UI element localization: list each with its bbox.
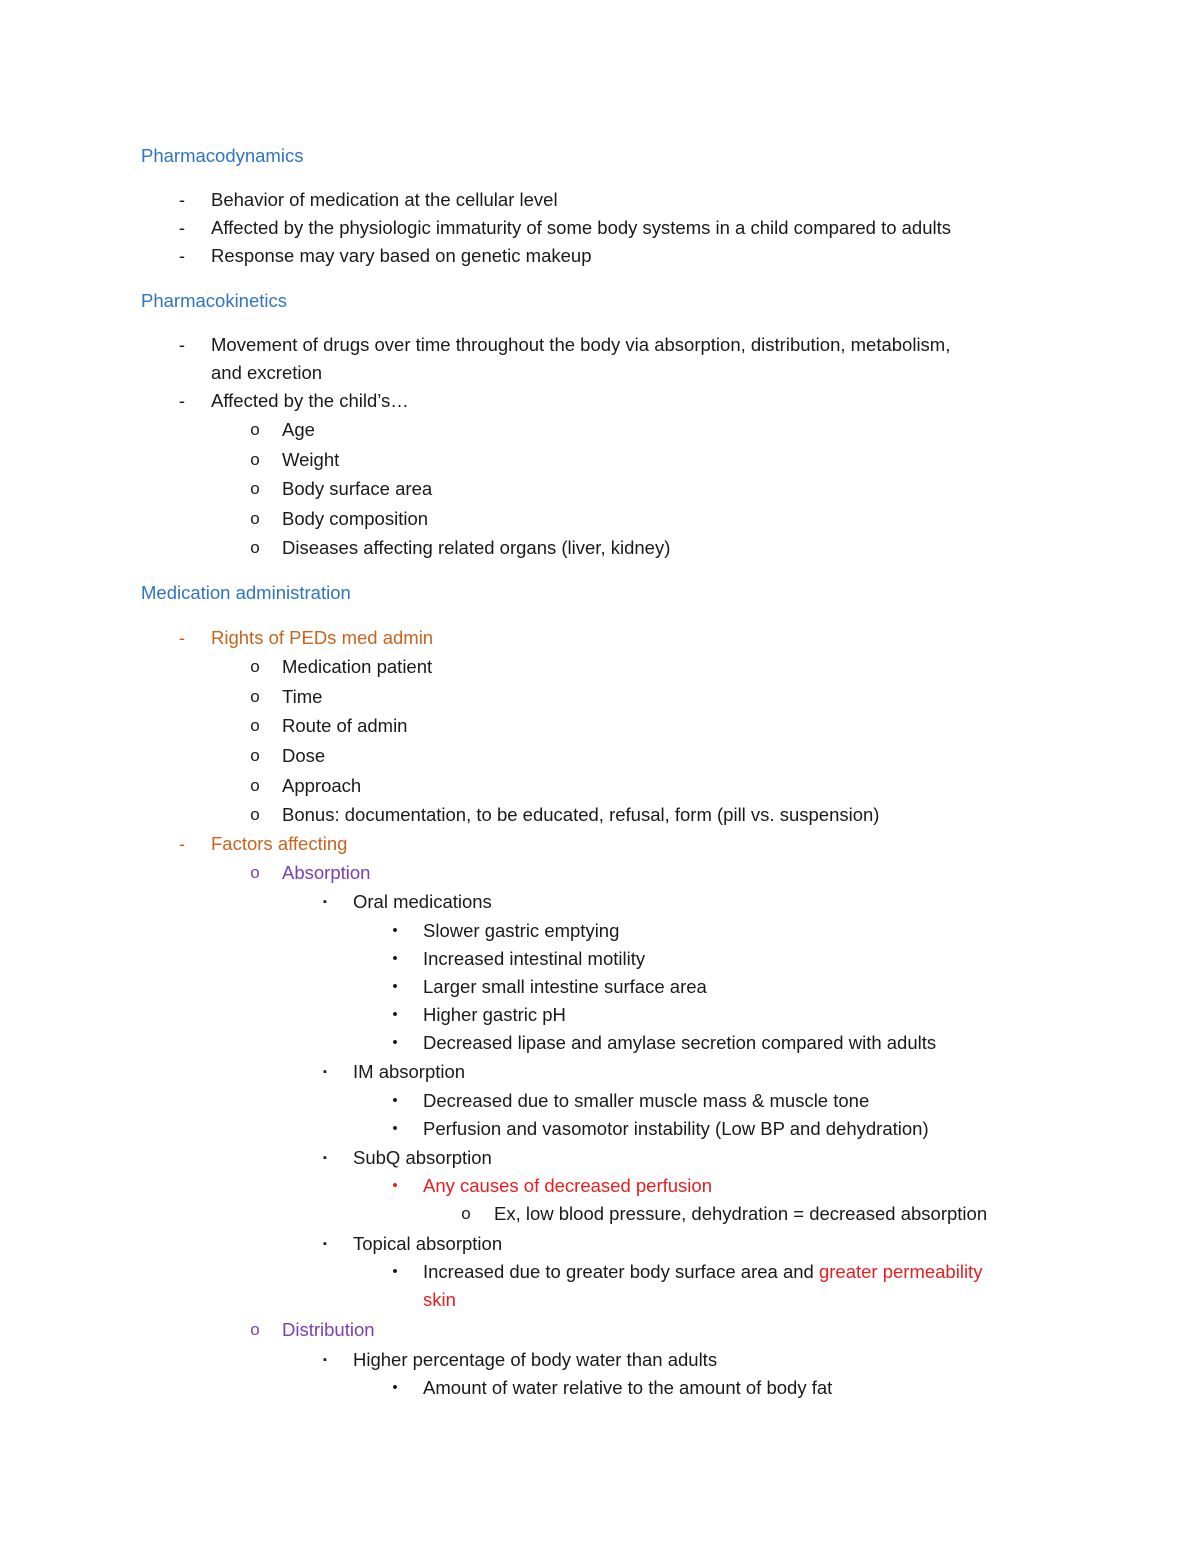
list-item: Perfusion and vasomotor instability (Low BP and dehydration) — [423, 1118, 929, 1139]
dash-bullet: - — [178, 217, 186, 238]
dot-bullet: • — [392, 1092, 398, 1109]
square-bullet: ▪ — [323, 1152, 327, 1164]
circle-bullet: o — [250, 746, 260, 765]
dot-bullet: • — [392, 1120, 398, 1137]
list-item-continuation: and excretion — [211, 362, 323, 383]
absorption-label: Absorption — [282, 862, 371, 883]
sub-list-item: Approach — [282, 775, 362, 796]
rights-label: Rights of PEDs med admin — [211, 627, 434, 648]
sub-list-item: Body surface area — [282, 478, 433, 499]
list-item-highlight: Any causes of decreased perfusion — [423, 1175, 712, 1196]
circle-bullet: o — [250, 538, 260, 557]
circle-bullet: o — [250, 1320, 260, 1339]
list-item: Movement of drugs over time throughout the body via absorption, distribution, metabolism, — [211, 334, 951, 355]
sub-list-item: Diseases affecting related organs (liver, kidney) — [282, 537, 671, 558]
circle-bullet: o — [250, 687, 260, 706]
list-item — [423, 1260, 982, 1284]
circle-bullet: o — [250, 450, 260, 469]
circle-bullet: o — [250, 776, 260, 795]
list-item: Decreased lipase and amylase secretion compared with adults — [423, 1032, 937, 1053]
sub-list-item: Medication patient — [282, 656, 433, 677]
list-item: Increased intestinal motility — [423, 948, 646, 969]
distribution-label: Distribution — [282, 1319, 375, 1340]
list-item: Decreased due to smaller muscle mass & muscle tone — [423, 1090, 870, 1111]
dot-bullet: • — [392, 1034, 398, 1051]
dash-bullet: - — [178, 833, 186, 854]
circle-bullet: o — [250, 509, 260, 528]
topical-text-highlight: greater permeability — [818, 1261, 983, 1282]
topical-absorption-label: Topical absorption — [353, 1233, 503, 1254]
circle-bullet: o — [250, 657, 260, 676]
list-item: Response may vary based on genetic makeup — [211, 245, 592, 266]
list-item: Higher gastric pH — [423, 1004, 566, 1025]
factors-label: Factors affecting — [211, 833, 348, 854]
sub-list-item: Dose — [282, 745, 326, 766]
sub-list-item: Bonus: documentation, to be educated, refusal, form (pill vs. suspension) — [282, 804, 880, 825]
dot-bullet: • — [392, 1379, 398, 1396]
dot-bullet: • — [392, 1263, 398, 1280]
square-bullet: ▪ — [323, 896, 327, 908]
square-bullet: ▪ — [323, 1066, 327, 1078]
circle-bullet: o — [250, 863, 260, 882]
list-item: Affected by the physiologic immaturity of some body systems in a child compared to adults — [211, 217, 952, 238]
square-bullet: ▪ — [323, 1238, 327, 1250]
list-item: Affected by the child’s… — [211, 390, 409, 411]
sub-list-item: Age — [282, 419, 315, 440]
list-item: Higher percentage of body water than adults — [353, 1349, 718, 1370]
dot-bullet: • — [392, 922, 398, 939]
circle-bullet: o — [250, 420, 260, 439]
list-item: Slower gastric emptying — [423, 920, 620, 941]
oral-medications-label: Oral medications — [353, 891, 492, 912]
list-item: Amount of water relative to the amount of body fat — [423, 1377, 833, 1398]
subq-absorption-label: SubQ absorption — [353, 1147, 492, 1168]
sub-list-item: Time — [282, 686, 323, 707]
dash-bullet: - — [178, 334, 186, 355]
square-bullet: ▪ — [323, 1354, 327, 1366]
circle-bullet: o — [250, 479, 260, 498]
dot-bullet: • — [392, 950, 398, 967]
im-absorption-label: IM absorption — [353, 1061, 466, 1082]
dash-bullet: - — [178, 245, 186, 266]
list-item-continuation: skin — [423, 1289, 456, 1310]
dot-bullet: • — [392, 978, 398, 995]
dot-bullet: • — [392, 1177, 398, 1194]
sub-list-item: Body composition — [282, 508, 429, 529]
list-item: Behavior of medication at the cellular level — [211, 189, 558, 210]
heading-pharmacodynamics: Pharmacodynamics — [141, 145, 304, 166]
dot-bullet: • — [392, 1006, 398, 1023]
heading-medication-administration: Medication administration — [141, 582, 351, 603]
sub-list-item: Weight — [282, 449, 340, 470]
circle-bullet: o — [461, 1204, 471, 1223]
circle-bullet: o — [250, 716, 260, 735]
dash-bullet: - — [178, 390, 186, 411]
sub-list-item: Ex, low blood pressure, dehydration = decreased absorption — [494, 1203, 988, 1224]
list-item: Larger small intestine surface area — [423, 976, 707, 997]
circle-bullet: o — [250, 805, 260, 824]
heading-pharmacokinetics: Pharmacokinetics — [141, 290, 288, 311]
sub-list-item: Route of admin — [282, 715, 408, 736]
dash-bullet: - — [178, 627, 186, 648]
dash-bullet: - — [178, 189, 186, 210]
topical-text: Increased due to greater body surface area and — [423, 1261, 819, 1282]
